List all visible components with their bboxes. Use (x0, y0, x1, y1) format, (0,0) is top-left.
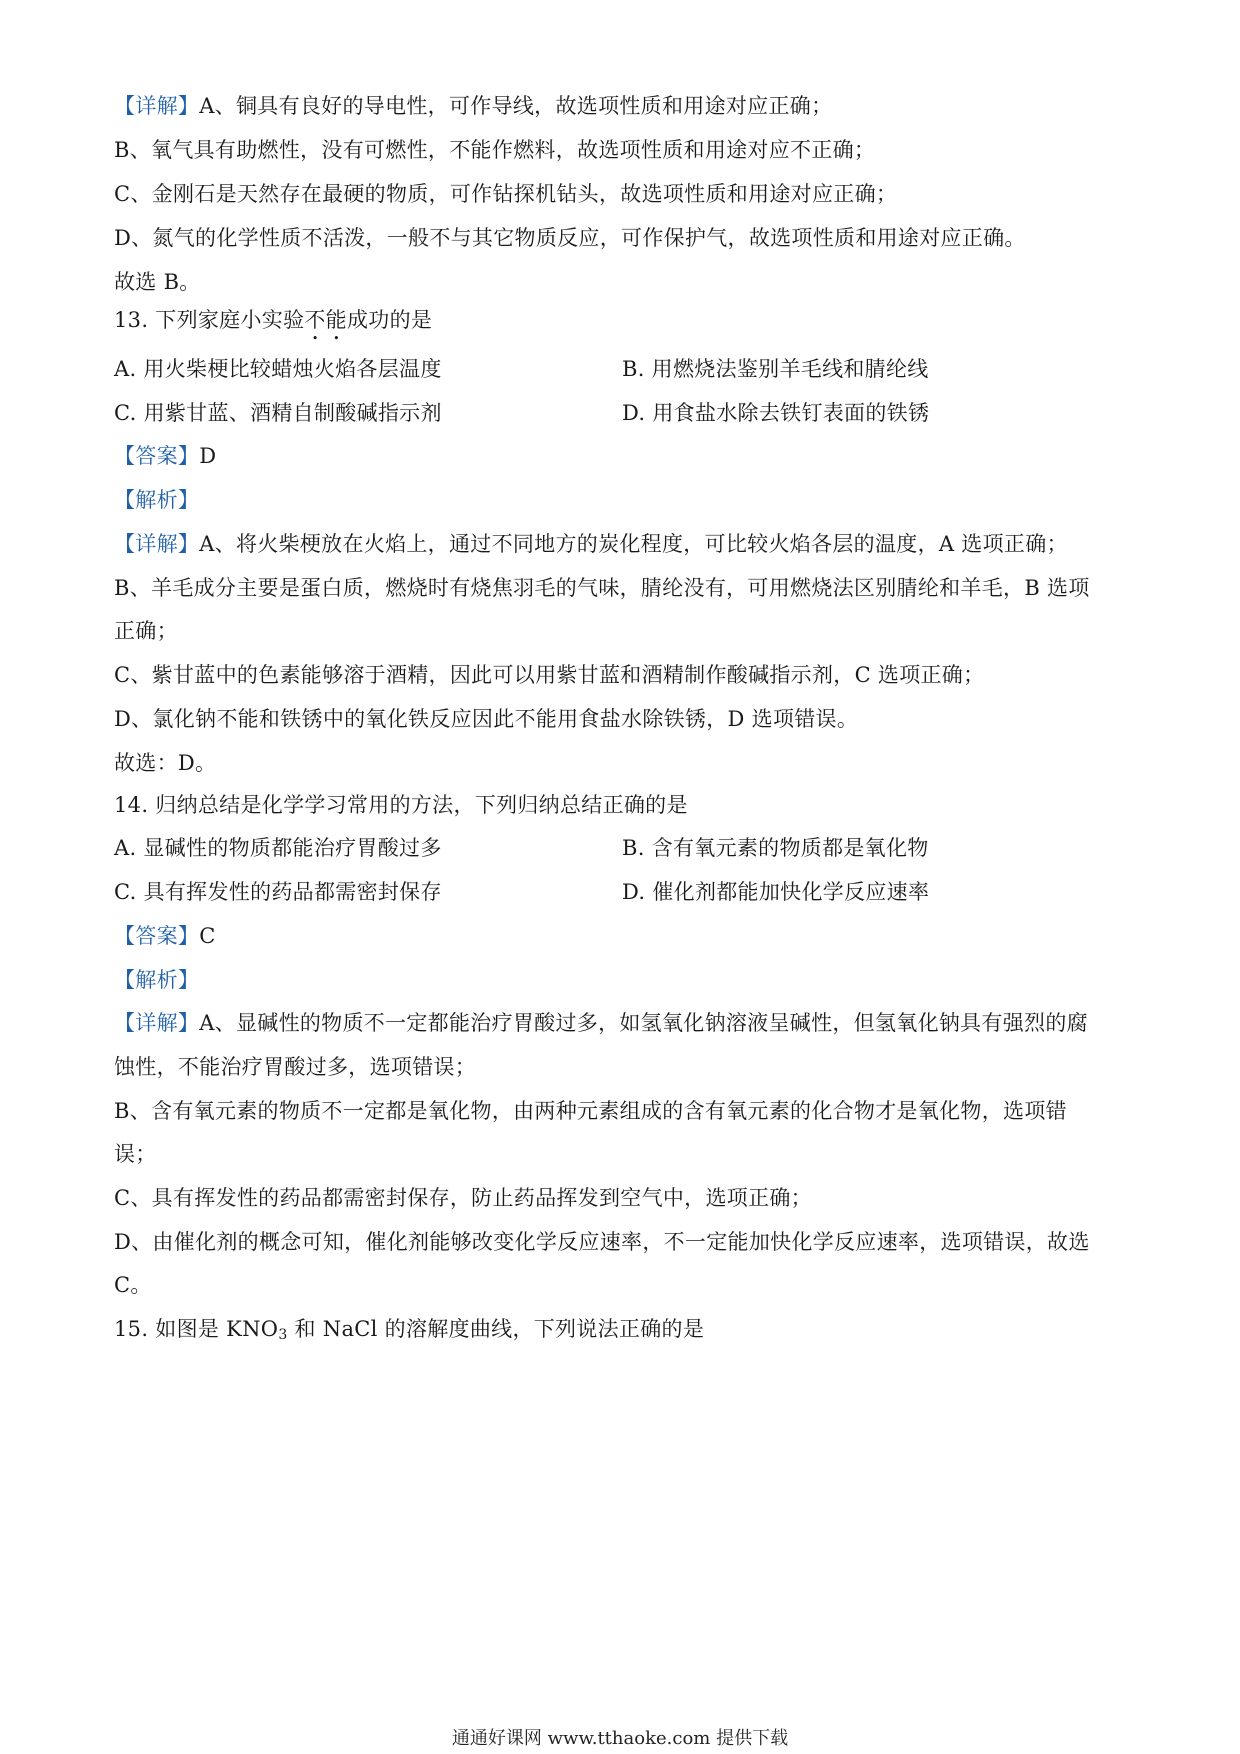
q14-option-a: A. 显碱性的物质都能治疗胃酸过多 (114, 836, 442, 860)
q14-option-c: C. 具有挥发性的药品都需密封保存 (114, 880, 442, 904)
q14-detail-d1: D、由催化剂的概念可知，催化剂能够改变化学反应速率，不一定能加快化学反应速率，选项错误，故选 (114, 1230, 1090, 1254)
answer-tag: 【答案】 (114, 924, 200, 948)
q13-detail-b2: 正确； (114, 619, 178, 643)
detail-tag: 【详解】 (114, 94, 200, 118)
q15-stem: 15. 如图是 $KNO_3$ 和 NaCl 的溶解度曲线，下列说法正确的是 (114, 1317, 705, 1343)
footer-url[interactable]: www.tthaoke.com (547, 1728, 711, 1749)
q14-detail-c: C、具有挥发性的药品都需密封保存，防止药品挥发到空气中，选项正确； (114, 1186, 812, 1210)
q14-detail-d2: C。 (114, 1273, 152, 1297)
q14-answer: 【答案】C (114, 924, 216, 948)
q12-detail-c: C、金刚石是天然存在最硬的物质，可作钻探机钻头，故选项性质和用途对应正确； (114, 182, 898, 206)
q12-choose: 故选 B。 (114, 270, 201, 294)
q13-option-d: D. 用食盐水除去铁钉表面的铁锈 (622, 401, 930, 425)
q13-option-c: C. 用紫甘蓝、酒精自制酸碱指示剂 (114, 401, 442, 425)
q13-detail-c: C、紫甘蓝中的色素能够溶于酒精，因此可以用紫甘蓝和酒精制作酸碱指示剂，C 选项正确； (114, 663, 985, 687)
q13-choose: 故选：D。 (114, 751, 217, 775)
q12-detail-b: B、氧气具有助燃性，没有可燃性，不能作燃料，故选项性质和用途对应不正确； (114, 138, 876, 162)
q14-option-d: D. 催化剂都能加快化学反应速率 (622, 880, 930, 904)
q14-analysis-tag: 【解析】 (114, 968, 200, 992)
q12-detail-d: D、氮气的化学性质不活泼，一般不与其它物质反应，可作保护气，故选项性质和用途对应正确。 (114, 226, 1026, 250)
q14-detail-b1: B、含有氧元素的物质不一定都是氧化物，由两种元素组成的含有氧元素的化合物才是氧化物，选项错 (114, 1099, 1067, 1123)
q13-option-a: A. 用火柴梗比较蜡烛火焰各层温度 (114, 357, 442, 381)
q14-detail-a1: 【详解】A、显碱性的物质不一定都能治疗胃酸过多，如氢氧化钠溶液呈碱性，但氢氧化钠具有强烈的腐 (114, 1011, 1088, 1035)
q13-analysis-tag: 【解析】 (114, 488, 200, 512)
detail-tag: 【详解】 (114, 532, 200, 556)
q13-emphasis: 不能 (304, 308, 347, 332)
footer-site-name: 通通好课网 (451, 1728, 542, 1749)
q14-detail-b2: 误； (114, 1142, 157, 1166)
q13-option-b: B. 用燃烧法鉴别羊毛线和腈纶线 (622, 357, 929, 381)
q13-detail-b1: B、羊毛成分主要是蛋白质，燃烧时有烧焦羽毛的气味，腈纶没有，可用燃烧法区别腈纶和羊毛，B 选项 (114, 576, 1090, 600)
detail-tag: 【详解】 (114, 1011, 200, 1035)
page-footer (0, 1724, 1240, 1750)
q13-answer: 【答案】D (114, 444, 217, 468)
q14-option-b: B. 含有氧元素的物质都是氧化物 (622, 836, 929, 860)
footer-note: 提供下载 (716, 1728, 789, 1749)
answer-tag: 【答案】 (114, 444, 200, 468)
q13-detail-d: D、氯化钠不能和铁锈中的氧化铁反应因此不能用食盐水除铁锈，D 选项错误。 (114, 707, 859, 731)
q12-detail-a: 【详解】A、铜具有良好的导电性，可作导线，故选项性质和用途对应正确； (114, 94, 833, 118)
q13-detail-a: 【详解】A、将火柴梗放在火焰上，通过不同地方的炭化程度，可比较火焰各层的温度，A 选项正确； (114, 532, 1068, 556)
q14-detail-a2: 蚀性，不能治疗胃酸过多，选项错误； (114, 1055, 477, 1079)
q14-stem: 14. 归纳总结是化学学习常用的方法，下列归纳总结正确的是 (114, 793, 688, 817)
q13-stem: 13. 下列家庭小实验不能成功的是 (114, 308, 433, 332)
